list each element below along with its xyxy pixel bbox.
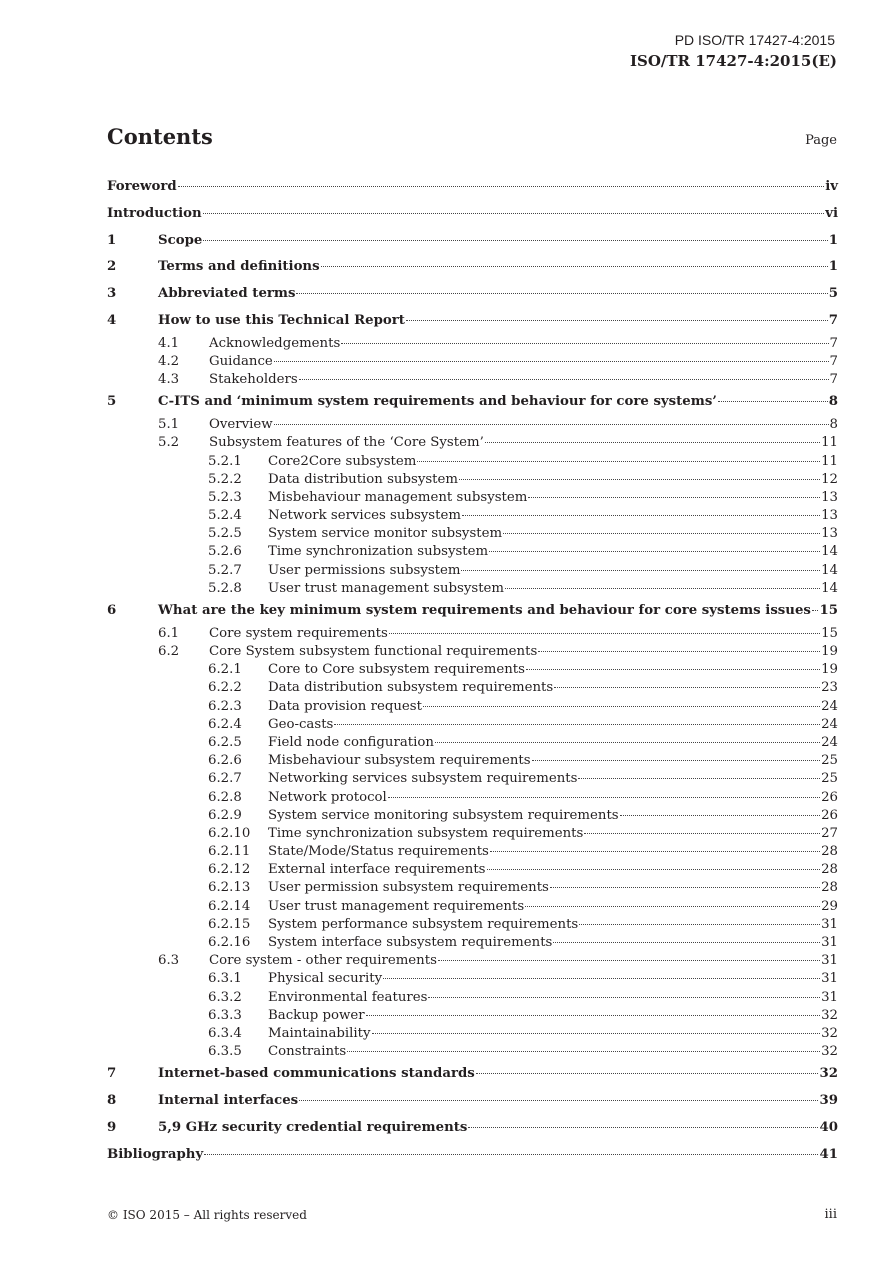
- dot-leader: [388, 797, 820, 798]
- toc-entry-title: Maintainability: [268, 1025, 371, 1041]
- toc-entry-title: 5,9 GHz security credential requirements: [158, 1119, 468, 1135]
- toc-entry-title: Bibliography: [107, 1146, 204, 1162]
- toc-entry[interactable]: [107, 879, 838, 897]
- toc-entry-page: iv: [825, 179, 838, 194]
- document-id-english: ISO/TR 17427-4:2015(E): [629, 52, 837, 70]
- toc-entry-page: vi: [825, 205, 838, 221]
- toc-entry[interactable]: [107, 807, 838, 825]
- toc-entry[interactable]: [107, 789, 838, 807]
- toc-entry[interactable]: [107, 507, 838, 525]
- toc-entry-number: 5.2.8: [208, 580, 242, 596]
- dot-leader: [538, 651, 820, 652]
- toc-entry-title: Internet-based communications standards: [158, 1066, 475, 1082]
- toc-entry[interactable]: [107, 1043, 838, 1061]
- toc-entry-title: Abbreviated terms: [158, 286, 296, 302]
- toc-entry-page: 7: [829, 335, 838, 351]
- toc-entry-title: Core to Core subsystem requirements: [268, 662, 525, 678]
- toc-entry[interactable]: [107, 562, 838, 580]
- toc-entry-title: Acknowledgements: [209, 335, 341, 351]
- toc-entry[interactable]: [107, 389, 838, 416]
- toc-entry-page: 8: [828, 394, 838, 410]
- toc-entry-title: Data distribution subsystem: [268, 471, 458, 487]
- toc-entry-number: 6.3.2: [208, 989, 242, 1005]
- toc-entry-number: 5.2: [158, 435, 180, 451]
- dot-leader: [620, 815, 820, 816]
- toc-entry-title: System service monitor subsystem: [268, 526, 503, 542]
- toc-entry-number: 6.2.1: [208, 662, 242, 678]
- toc-entry[interactable]: [107, 174, 838, 201]
- toc-entry-page: 19: [821, 644, 838, 659]
- toc-entry[interactable]: [107, 471, 838, 489]
- toc-entry-number: 6.2.13: [208, 880, 251, 896]
- toc-entry-page: 14: [821, 580, 838, 596]
- dot-leader: [584, 833, 820, 834]
- toc-entry-title: Overview: [209, 417, 273, 433]
- dot-leader: [461, 570, 820, 571]
- toc-entry-page: 31: [821, 971, 838, 987]
- dot-leader: [550, 887, 820, 888]
- toc-entry-page: 11: [821, 435, 838, 451]
- toc-entry-number: 6.2.9: [208, 807, 242, 823]
- toc-entry-number: 5.2.3: [208, 489, 242, 505]
- dot-leader: [489, 551, 820, 552]
- toc-entry-page: 31: [821, 953, 838, 969]
- toc-entry-number: 6.2.4: [208, 716, 242, 732]
- dot-leader: [459, 479, 820, 480]
- toc-entry[interactable]: [107, 898, 838, 916]
- toc-entry-title: Networking services subsystem requirements: [268, 771, 578, 787]
- toc-entry-number: 9: [107, 1119, 117, 1135]
- toc-entry-page: 19: [821, 662, 838, 678]
- dot-leader: [812, 610, 819, 611]
- toc-entry[interactable]: [107, 371, 838, 389]
- toc-entry[interactable]: [107, 543, 838, 561]
- dot-leader: [341, 343, 828, 344]
- dot-leader: [579, 924, 820, 925]
- dot-leader: [578, 778, 820, 779]
- toc-entry-title: Misbehaviour subsystem requirements: [268, 753, 531, 769]
- toc-entry[interactable]: [107, 825, 838, 843]
- toc-entry-page: 24: [821, 716, 838, 732]
- toc-entry-number: 6.2.16: [208, 935, 251, 950]
- toc-entry-number: 6.2.15: [208, 916, 251, 932]
- toc-entry-title: What are the key minimum system requirements and behaviour for core systems issues: [158, 603, 811, 619]
- toc-entry-title: Foreword: [107, 179, 177, 194]
- toc-entry-page: 12: [821, 471, 838, 487]
- toc-entry-title: System interface subsystem requirements: [268, 935, 553, 950]
- toc-entry-title: Core system requirements: [209, 625, 388, 641]
- dot-leader: [204, 1154, 818, 1155]
- toc-entry-title: Guidance: [209, 353, 273, 369]
- dot-leader: [505, 588, 820, 589]
- page-title: Contents: [107, 124, 213, 149]
- toc-entry-number: 6.1: [158, 625, 180, 641]
- dot-leader: [490, 851, 820, 852]
- page-number: iii: [824, 1207, 837, 1222]
- toc-entry[interactable]: [107, 598, 838, 625]
- dot-leader: [525, 906, 820, 907]
- toc-entry[interactable]: [107, 716, 838, 734]
- toc-entry[interactable]: [107, 1007, 838, 1025]
- toc-entry-title: User permissions subsystem: [268, 562, 461, 578]
- dot-leader: [366, 1015, 820, 1016]
- dot-leader: [178, 186, 825, 187]
- toc-entry[interactable]: [107, 843, 838, 861]
- toc-entry[interactable]: [107, 525, 838, 543]
- toc-entry[interactable]: [107, 861, 838, 879]
- toc-entry-page: 11: [821, 453, 838, 469]
- toc-entry-page: 15: [821, 625, 838, 641]
- toc-entry-number: 6.3.5: [208, 1044, 242, 1060]
- toc-entry-page: 40: [819, 1119, 838, 1135]
- toc-entry-page: 7: [829, 372, 838, 388]
- toc-entry[interactable]: [107, 1142, 838, 1169]
- toc-entry-title: Data distribution subsystem requirements: [268, 680, 554, 696]
- toc-entry-title: Scope: [158, 232, 203, 248]
- toc-entry[interactable]: [107, 308, 838, 335]
- toc-entry-number: 3: [107, 286, 117, 302]
- toc-entry-title: System performance subsystem requirements: [268, 916, 579, 932]
- toc-entry-page: 29: [821, 898, 838, 914]
- toc-entry-title: Data provision request: [268, 698, 422, 714]
- toc-entry-title: Time synchronization subsystem: [268, 544, 489, 560]
- toc-entry-title: Time synchronization subsystem requirements: [268, 825, 584, 841]
- toc-entry-title: Core2Core subsystem: [268, 453, 417, 469]
- toc-entry[interactable]: [107, 679, 838, 697]
- toc-entry-title: C-ITS and ‘minimum system requirements and behaviour for core systems’: [158, 394, 717, 410]
- toc-entry[interactable]: [107, 228, 838, 255]
- dot-leader: [389, 633, 820, 634]
- toc-entry-number: 5.1: [158, 417, 180, 433]
- dot-leader: [532, 760, 821, 761]
- dot-leader: [299, 1100, 818, 1101]
- toc-entry-title: How to use this Technical Report: [158, 312, 405, 328]
- toc-entry-title: Physical security: [268, 971, 383, 987]
- toc-entry[interactable]: [107, 1061, 838, 1088]
- dot-leader: [554, 687, 820, 688]
- toc-entry-page: 32: [821, 1025, 838, 1041]
- toc-entry-page: 13: [821, 508, 838, 524]
- toc-entry-number: 6.2.14: [208, 898, 251, 914]
- dot-leader: [423, 706, 820, 707]
- toc-entry[interactable]: [107, 698, 838, 716]
- toc-entry[interactable]: [107, 770, 838, 788]
- toc-entry-page: 1: [828, 232, 838, 248]
- dot-leader: [526, 669, 820, 670]
- dot-leader: [462, 515, 820, 516]
- toc-entry-page: 39: [819, 1093, 838, 1109]
- toc-entry-page: 1: [828, 259, 838, 275]
- toc-entry-title: Introduction: [107, 205, 202, 221]
- toc-entry[interactable]: [107, 1025, 838, 1043]
- dot-leader: [428, 997, 820, 998]
- dot-leader: [476, 1073, 819, 1074]
- toc-entry-page: 13: [821, 526, 838, 542]
- toc-entry[interactable]: [107, 752, 838, 770]
- toc-entry[interactable]: [107, 661, 838, 679]
- toc-entry-number: 6.2.3: [208, 698, 242, 714]
- toc-entry-number: 5.2.5: [208, 526, 242, 542]
- toc-entry-number: 4.2: [158, 353, 180, 369]
- dot-leader: [435, 742, 820, 743]
- toc-entry[interactable]: [107, 281, 838, 308]
- toc-entry-title: Geo-casts: [268, 716, 334, 732]
- toc-entry[interactable]: [107, 1088, 838, 1115]
- toc-entry-title: Stakeholders: [209, 372, 298, 388]
- toc-entry-title: Network protocol: [268, 789, 387, 805]
- table-of-contents: [107, 174, 838, 1169]
- toc-entry[interactable]: [107, 734, 838, 752]
- toc-entry[interactable]: [107, 254, 838, 281]
- dot-leader: [406, 320, 828, 321]
- toc-entry-title: Subsystem features of the ‘Core System’: [209, 435, 484, 451]
- toc-entry-title: Backup power: [268, 1007, 365, 1023]
- toc-entry-number: 4: [107, 312, 117, 328]
- toc-entry-number: 4.1: [158, 335, 180, 351]
- toc-entry-number: 7: [107, 1066, 117, 1082]
- dot-leader: [274, 424, 829, 425]
- dot-leader: [299, 379, 829, 380]
- dot-leader: [718, 401, 828, 402]
- toc-entry-page: 31: [821, 916, 838, 932]
- toc-entry-title: Constraints: [268, 1044, 347, 1060]
- toc-entry-number: 6.2.6: [208, 753, 242, 769]
- toc-entry-page: 13: [821, 489, 838, 505]
- toc-entry-title: External interface requirements: [268, 862, 486, 878]
- toc-entry-page: 14: [821, 562, 838, 578]
- toc-entry-title: Misbehaviour management subsystem: [268, 489, 528, 505]
- toc-entry-title: Internal interfaces: [158, 1093, 299, 1109]
- toc-entry[interactable]: [107, 335, 838, 353]
- dot-leader: [468, 1127, 818, 1128]
- toc-entry-page: 15: [819, 603, 838, 619]
- toc-entry-page: 31: [821, 935, 838, 950]
- toc-entry[interactable]: [107, 970, 838, 988]
- toc-entry-number: 6.3: [158, 953, 180, 969]
- toc-entry-title: Core System subsystem functional requirements: [209, 644, 538, 659]
- toc-entry-page: 8: [829, 417, 838, 433]
- toc-entry-number: 6.2.5: [208, 734, 242, 750]
- toc-entry-title: Network services subsystem: [268, 508, 461, 524]
- toc-entry-number: 5.2.2: [208, 471, 242, 487]
- toc-entry-page: 14: [821, 544, 838, 560]
- toc-entry[interactable]: [107, 934, 838, 952]
- toc-entry[interactable]: [107, 916, 838, 934]
- toc-entry[interactable]: [107, 580, 838, 598]
- dot-leader: [383, 978, 820, 979]
- dot-leader: [485, 442, 820, 443]
- toc-entry-page: 23: [821, 680, 838, 696]
- toc-entry-number: 6: [107, 603, 117, 619]
- dot-leader: [438, 960, 820, 961]
- toc-entry-number: 5: [107, 394, 117, 410]
- dot-leader: [372, 1033, 821, 1034]
- toc-entry-number: 6.2.8: [208, 789, 242, 805]
- page-column-label: Page: [805, 133, 837, 148]
- toc-entry-page: 7: [828, 312, 838, 328]
- toc-entry-number: 8: [107, 1093, 117, 1109]
- dot-leader: [203, 213, 825, 214]
- toc-entry-number: 6.3.3: [208, 1007, 242, 1023]
- toc-entry-page: 25: [821, 771, 838, 787]
- toc-entry-number: 6.2.2: [208, 680, 242, 696]
- dot-leader: [528, 497, 820, 498]
- toc-entry-page: 25: [821, 753, 838, 769]
- toc-entry-page: 7: [829, 353, 838, 369]
- toc-entry-title: User permission subsystem requirements: [268, 880, 549, 896]
- toc-entry-number: 2: [107, 259, 117, 275]
- toc-entry-title: System service monitoring subsystem requirements: [268, 807, 619, 823]
- toc-entry-page: 31: [821, 989, 838, 1005]
- toc-entry-page: 28: [821, 880, 838, 896]
- dot-leader: [503, 533, 820, 534]
- toc-entry-number: 6.3.4: [208, 1025, 242, 1041]
- toc-entry-title: User trust management subsystem: [268, 580, 505, 596]
- toc-entry[interactable]: [107, 416, 838, 434]
- dot-leader: [334, 724, 820, 725]
- toc-entry[interactable]: [107, 453, 838, 471]
- toc-entry[interactable]: [107, 434, 838, 452]
- toc-entry-page: 28: [821, 844, 838, 860]
- toc-entry-number: 6.2.7: [208, 771, 242, 787]
- toc-entry-number: 6.3.1: [208, 971, 242, 987]
- toc-entry-page: 27: [821, 825, 838, 841]
- toc-entry-page: 26: [821, 807, 838, 823]
- toc-entry[interactable]: [107, 1115, 838, 1142]
- toc-entry-page: 32: [821, 1007, 838, 1023]
- toc-entry[interactable]: [107, 353, 838, 371]
- toc-entry-number: 5.2.4: [208, 508, 242, 524]
- toc-entry-page: 26: [821, 789, 838, 805]
- toc-entry-number: 6.2.11: [208, 844, 251, 860]
- toc-entry-number: 6.2: [158, 644, 180, 659]
- toc-entry-number: 6.2.12: [208, 862, 251, 878]
- dot-leader: [274, 361, 829, 362]
- toc-entry-page: 32: [821, 1044, 838, 1060]
- dot-leader: [321, 266, 828, 267]
- dot-leader: [487, 869, 821, 870]
- toc-entry-number: 4.3: [158, 372, 180, 388]
- toc-entry-page: 24: [821, 698, 838, 714]
- toc-entry-title: Field node configuration: [268, 734, 434, 750]
- toc-entry[interactable]: [107, 625, 838, 643]
- dot-leader: [296, 293, 827, 294]
- toc-entry-title: Environmental features: [268, 989, 428, 1005]
- toc-entry-page: 5: [828, 286, 838, 302]
- dot-leader: [203, 240, 827, 241]
- toc-entry-title: Terms and definitions: [158, 259, 320, 275]
- dot-leader: [417, 461, 820, 462]
- toc-entry-title: State/Mode/Status requirements: [268, 844, 489, 860]
- toc-entry[interactable]: [107, 201, 838, 228]
- document-id: PD ISO/TR 17427-4:2015: [674, 32, 835, 48]
- toc-entry-number: 6.2.10: [208, 825, 251, 841]
- toc-entry-number: 5.2.7: [208, 562, 242, 578]
- toc-entry-page: 32: [819, 1066, 838, 1082]
- dot-leader: [553, 942, 820, 943]
- dot-leader: [347, 1051, 820, 1052]
- toc-entry[interactable]: [107, 989, 838, 1007]
- toc-entry[interactable]: [107, 643, 838, 661]
- toc-entry-number: 5.2.1: [208, 453, 242, 469]
- toc-entry-title: Core system - other requirements: [209, 953, 437, 969]
- toc-entry[interactable]: [107, 952, 838, 970]
- toc-entry-page: 28: [821, 862, 838, 878]
- toc-entry-title: User trust management requirements: [268, 898, 525, 914]
- toc-entry-page: 24: [821, 734, 838, 750]
- toc-entry-number: 5.2.6: [208, 544, 242, 560]
- toc-entry[interactable]: [107, 489, 838, 507]
- copyright-notice: © ISO 2015 – All rights reserved: [107, 1208, 307, 1222]
- toc-entry-number: 1: [107, 232, 117, 248]
- toc-entry-page: 41: [819, 1146, 838, 1162]
